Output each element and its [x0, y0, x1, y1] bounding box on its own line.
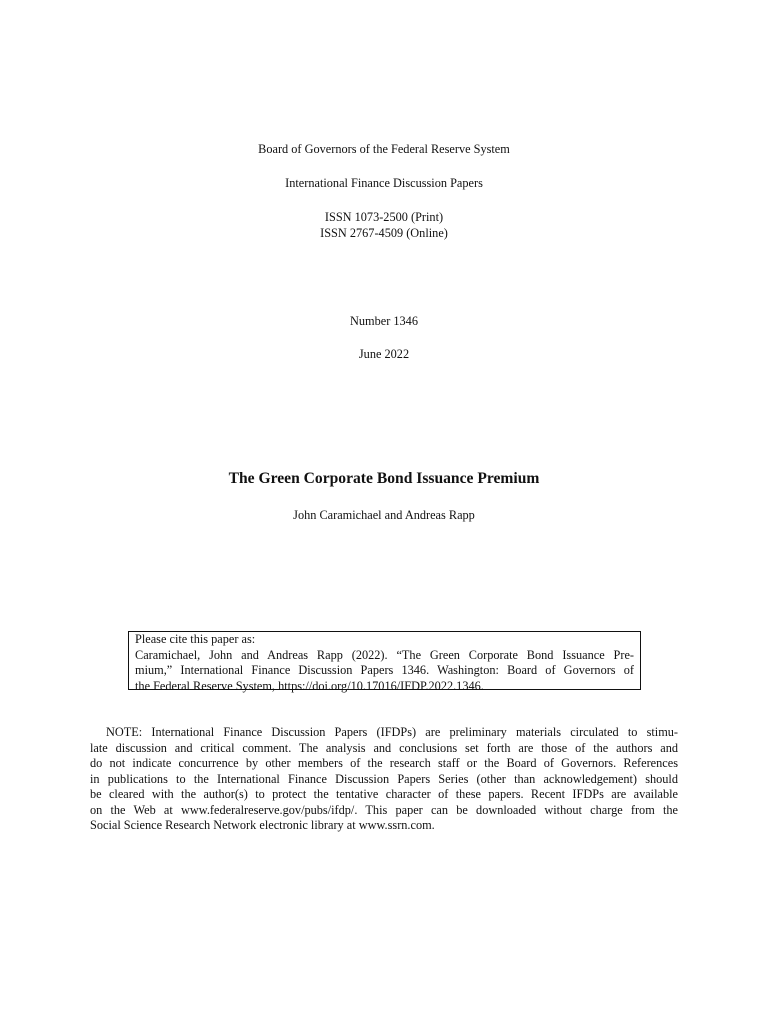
paper-number: Number 1346 — [350, 314, 418, 328]
disclaimer-note — [90, 725, 678, 834]
note-line: late discussion and critical comment. The analysis and conclusions set forth are those of the authors and — [90, 740, 678, 755]
note-line: do not indicate concurrence by other members of the research staff or the Board of Governors. References — [90, 756, 678, 770]
paper-date: June 2022 — [358, 347, 410, 361]
note-line: on the Web at www.federalreserve.gov/pubs/ifdp/. This paper can be downloaded without charge from the — [90, 802, 678, 817]
note-line: NOTE: International Finance Discussion Papers (IFDPs) are preliminary materials circulated to stimu- — [106, 725, 678, 739]
note-line: Social Science Research Network electronic library at www.ssrn.com. — [90, 818, 435, 832]
citation-box — [128, 631, 641, 693]
issn-online: ISSN 2767-4509 (Online) — [320, 226, 448, 240]
note-line: in publications to the International Finance Discussion Papers Series (other than acknowledgement) should — [90, 771, 678, 786]
institution-name: Board of Governors of the Federal Reserve System — [258, 142, 510, 156]
note-line: be cleared with the author(s) to protect the tentative character of these papers. Recent IFDPs are available — [90, 787, 678, 801]
series-name: International Finance Discussion Papers — [285, 176, 483, 190]
citation-line: mium,” International Finance Discussion Papers 1346. Washington: Board of Governors of — [135, 663, 634, 677]
citation-line: Caramichael, John and Andreas Rapp (2022). “The Green Corporate Bond Issuance Pre- — [135, 647, 634, 662]
citation-line: the Federal Reserve System, https://doi.org/10.17016/IFDP.2022.1346. — [135, 678, 484, 693]
paper-authors: John Caramichael and Andreas Rapp — [293, 508, 475, 522]
issn-print: ISSN 1073-2500 (Print) — [324, 210, 444, 224]
paper-title: The Green Corporate Bond Issuance Premium — [228, 470, 540, 487]
citation-line: Please cite this paper as: — [135, 632, 256, 646]
